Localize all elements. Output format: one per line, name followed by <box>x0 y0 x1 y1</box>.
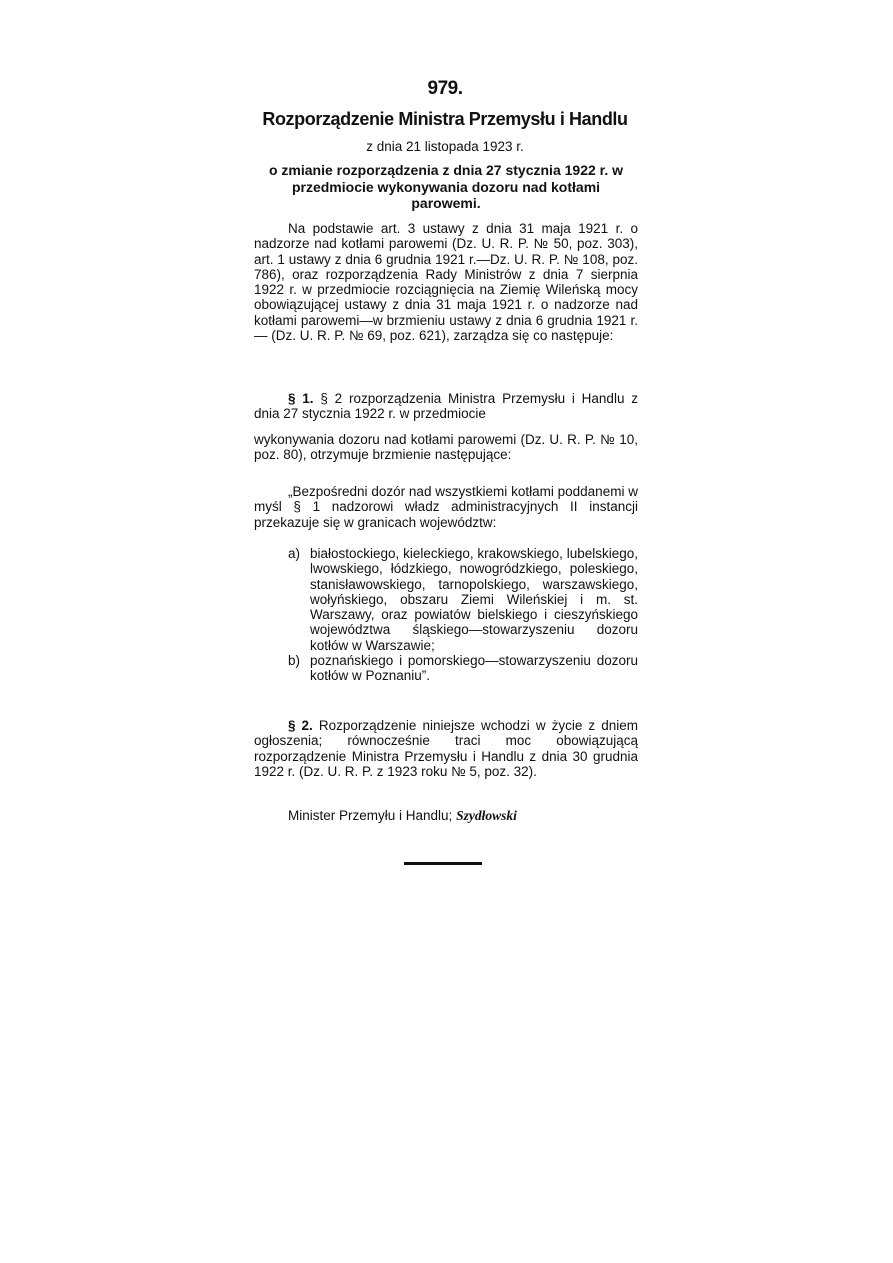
section-1-mark: § 1. <box>288 391 314 406</box>
list-marker-a: a) <box>288 546 301 561</box>
document-title: Rozporządzenie Ministra Przemysłu i Handlu <box>262 109 628 129</box>
signature-line <box>288 808 517 824</box>
document-number: 979. <box>427 78 463 99</box>
section-1-paragraph <box>254 391 638 422</box>
section-1-continuation: wykonywania dozoru nad kotłami parowemi (Dz. U. R. P. № 10, poz. 80), otrzymuje brzmienie następujące: <box>254 432 638 463</box>
quoted-provision: „Bezpośredni dozór nad wszystkiemi kotłami poddanemi w myśl § 1 nadzorowi władz administracyjnych II instancji przekazuje się w granicach województw: <box>254 484 638 530</box>
list-text-a: białostockiego, kieleckiego, krakowskiego, lubelskiego, lwowskiego, łódzkiego, nowogródzkiego, poleskiego, stanisławowskiego, tarnopolskiego, warszawskiego, wołyńskiego, obszaru Ziemi Wileńskiej i m. st. Warszawy, oraz powiatów bielskiego i cieszyńskiego województwa śląskiego—stowarzyszeniu dozoru kotłów w Warszawie; <box>310 546 638 653</box>
section-2-paragraph <box>254 718 638 779</box>
signature-role: Minister Przemyłu i Handlu; <box>288 808 453 823</box>
signature-name: Szydłowski <box>456 808 517 823</box>
list-text-b: poznańskiego i pomorskiego—stowarzyszeniu dozoru kotłów w Poznaniu”. <box>310 653 638 684</box>
list-marker-b: b) <box>288 653 301 669</box>
document-subject: o zmianie rozporządzenia z dnia 27 stycznia 1922 r. w przedmiocie wykonywania dozoru nad kotłami parowemi. <box>268 162 623 211</box>
preamble-paragraph: Na podstawie art. 3 ustawy z dnia 31 maja 1921 r. o nadzorze nad kotłami parowemi (Dz. U. R. P. № 50, poz. 303), art. 1 ustawy z dnia 6 grudnia 1921 r.—Dz. U. R. P. № 108, poz. 786), oraz rozporządzenia Rady Ministrów z dnia 7 sierpnia 1922 r. w przedmiocie rozciągnięcia na Ziemię Wileńską mocy obowiązującej ustawy z dnia 31 maja 1921 r. o nadzorze nad kotłami parowemi—w brzmieniu ustawy z dnia 6 grudnia 1921 r.— (Dz. U. R. P. № 69, poz. 621), zarządza się co następuje: <box>254 221 638 344</box>
section-2-mark: § 2. <box>288 718 313 733</box>
section-1-text-part-a: § 2 rozporządzenia Ministra Przemysłu i Handlu z dnia 27 stycznia 1922 r. w przedmiocie <box>254 391 638 422</box>
closing-rule <box>404 862 482 865</box>
document-date: z dnia 21 listopada 1923 r. <box>366 139 524 154</box>
list-item-a <box>254 546 638 653</box>
list-item-b <box>254 653 638 684</box>
section-2-text: Rozporządzenie niniejsze wchodzi w życie z dniem ogłoszenia; równocześnie traci moc obowiązującą rozporządzenie Ministra Przemysłu i Handlu z dnia 30 grudnia 1922 r. (Dz. U. R. P. z 1923 roku № 5, poz. 32). <box>254 718 638 779</box>
voivodeship-list <box>254 546 638 684</box>
